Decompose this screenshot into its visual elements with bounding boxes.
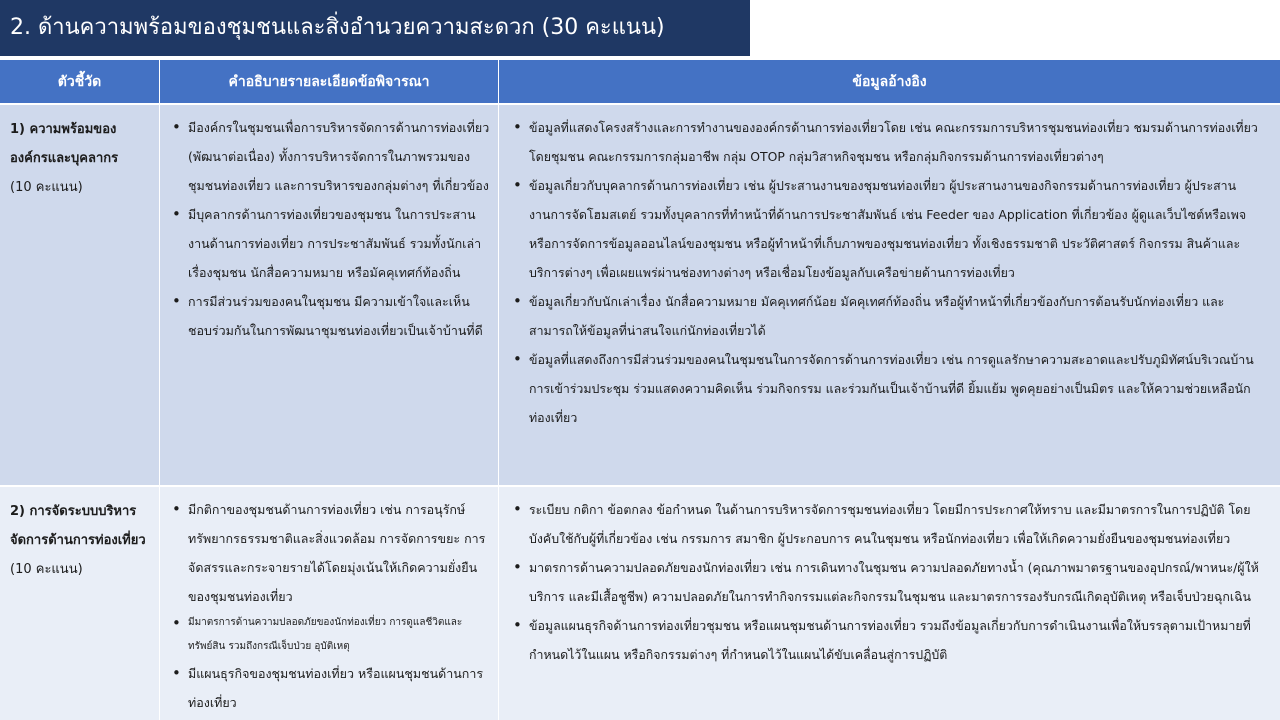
description-list — [160, 105, 498, 345]
list-item: • มีองค์กรในชุมชนเพื่อการบริหารจัดการด้านการท่องเที่ยว (พัฒนาต่อเนื่อง) ทั้งการบริหารจัดการในภาพรวมของชุมชนท่องเที่ยว และการบริหารของกลุ่มต่างๆ ที่เกี่ยวข้อง — [188, 113, 490, 200]
list-item: • ระเบียบ กติกา ข้อตกลง ข้อกำหนด ในด้านการบริหารจัดการชุมชนท่องเที่ยว โดยมีการประกาศให้ทราบ และมีมาตรการในการปฏิบัติ โดยบังคับใช้กับผู้ที่เกี่ยวข้อง เช่น กรรมการ สมาชิก ผู้ประกอบการ คนในชุมชน หรือนักท่องเที่ยว เพื่อให้เกิดความยั่งยืนของชุมชนท่องเที่ยว — [529, 495, 1268, 553]
indicator-points: (10 คะแนน) — [10, 180, 83, 195]
reference-cell — [499, 487, 1280, 720]
indicator-points: (10 คะแนน) — [10, 562, 83, 577]
indicator-cell — [0, 105, 160, 485]
reference-list — [499, 487, 1280, 669]
list-item: • ข้อมูลที่แสดงถึงการมีส่วนร่วมของคนในชุมชนในการจัดการด้านการท่องเที่ยว เช่น การดูแลรักษาความสะอาดและปรับภูมิทัศน์บริเวณบ้านการเข้าร่วมประชุม ร่วมแสดงความคิดเห็น ร่วมกิจกรรม และร่วมกันเป็นเจ้าบ้านที่ดี ยิ้มแย้ม พูดคุยอย่างเป็นมิตร และให้ความช่วยเหลือนักท่องเที่ยว — [529, 345, 1268, 432]
table-row — [0, 487, 1280, 720]
reference-cell — [499, 105, 1280, 485]
indicator-cell — [0, 487, 160, 720]
list-item: • มีแผนธุรกิจของชุมชนท่องเที่ยว หรือแผนชุมชนด้านการท่องเที่ยว — [188, 659, 490, 717]
indicator-label: 2) การจัดระบบบริหารจัดการด้านการท่องเที่ยว — [10, 504, 146, 548]
description-list — [160, 487, 498, 717]
list-item: • มีกติกาของชุมชนด้านการท่องเที่ยว เช่น การอนุรักษ์ทรัพยากรธรรมชาติและสิ่งแวดล้อม การจัดการขยะ การจัดสรรและกระจายรายได้โดยมุ่งเน้นให้เกิดความยั่งยืนของชุมชนท่องเที่ยว — [188, 495, 490, 611]
list-item: • การมีส่วนร่วมของคนในชุมชน มีความเข้าใจและเห็นชอบร่วมกันในการพัฒนาชุมชนท่องเที่ยวเป็นเจ้าบ้านที่ดี — [188, 287, 490, 345]
column-header-description: คำอธิบายรายละเอียดข้อพิจารณา — [160, 60, 499, 103]
list-item: • ข้อมูลที่แสดงโครงสร้างและการทำงานขององค์กรด้านการท่องเที่ยวโดย เช่น คณะกรรมการบริหารชุมชนท่องเที่ยว ชมรมด้านการท่องเที่ยวโดยชุมชน คณะกรรมการกลุ่มอาชีพ กลุ่ม OTOP กลุ่มวิสาหกิจชุมชน หรือกลุ่มกิจกรรมด้านการท่องเที่ยวต่างๆ — [529, 113, 1268, 171]
list-item: • ข้อมูลแผนธุรกิจด้านการท่องเที่ยวชุมชน หรือแผนชุมชนด้านการท่องเที่ยว รวมถึงข้อมูลเกี่ยวกับการดำเนินงานเพื่อให้บรรลุตามเป้าหมายที่กำหนดไว้ในแผน หรือกิจกรรมต่างๆ ที่กำหนดไว้ในแผนได้ขับเคลื่อนสู่การปฏิบัติ — [529, 611, 1268, 669]
list-item: • ข้อมูลเกี่ยวกับบุคลากรด้านการท่องเที่ยว เช่น ผู้ประสานงานของชุมชนท่องเที่ยว ผู้ประสานงานของกิจกรรมด้านการท่องเที่ยว ผู้ประสานงานการจัดโฮมสเตย์ รวมทั้งบุคลากรที่ทำหน้าที่ด้านการประชาสัมพันธ์ เช่น Feeder ของ Application ที่เกี่ยวข้อง ผู้ดูแลเว็บไซต์หรือเพจ หรือการจัดการข้อมูลออนไลน์ของชุมชน หรือผู้ทำหน้าที่เก็บภาพของชุมชนท่องเที่ยว ทั้งเชิงธรรมชาติ ประวัติศาสตร์ กิจกรรม สินค้าและบริการต่างๆ เพื่อเผยแพร่ผ่านช่องทางต่างๆ หรือเชื่อมโยงข้อมูลกับเครือข่ายด้านการท่องเที่ยว — [529, 171, 1268, 287]
list-item: • มาตรการด้านความปลอดภัยของนักท่องเที่ยว เช่น การเดินทางในชุมชน ความปลอดภัยทางน้ำ (คุณภาพมาตรฐานของอุปกรณ์/พาหนะ/ผู้ให้บริการ และมีเสื้อชูชีพ) ความปลอดภัยในการทำกิจกรรมแต่ละกิจกรรมในชุมชน และมาตรการรองรับกรณีเกิดอุบัติเหตุ หรือเจ็บป่วยฉุกเฉิน — [529, 553, 1268, 611]
list-item: • มีมาตรการด้านความปลอดภัยของนักท่องเที่ยว การดูแลชีวิตและทรัพย์สิน รวมถึงกรณีเจ็บป่วย อุบัติเหตุ — [188, 611, 490, 659]
list-item: • ข้อมูลเกี่ยวกับนักเล่าเรื่อง นักสื่อความหมาย มัคคุเทศก์น้อย มัคคุเทศก์ท้องถิ่น หรือผู้ทำหน้าที่เกี่ยวข้องกับการต้อนรับนักท่องเที่ยว และสามารถให้ข้อมูลที่น่าสนใจแก่นักท่องเที่ยวได้ — [529, 287, 1268, 345]
indicator-label: 1) ความพร้อมขององค์กรและบุคลากร — [10, 122, 119, 166]
table-row — [0, 105, 1280, 485]
column-header-reference: ข้อมูลอ้างอิง — [499, 60, 1280, 103]
page-title: 2. ด้านความพร้อมของชุมชนและสิ่งอำนวยความสะดวก (30 คะแนน) — [0, 0, 750, 56]
criteria-table — [0, 60, 1280, 720]
description-cell — [160, 105, 499, 485]
column-header-indicator: ตัวชี้วัด — [0, 60, 160, 103]
description-cell — [160, 487, 499, 720]
list-item: • มีบุคลากรด้านการท่องเที่ยวของชุมชน ในการประสานงานด้านการท่องเที่ยว การประชาสัมพันธ์ รวมทั้งนักเล่าเรื่องชุมชน นักสื่อความหมาย หรือมัคคุเทศก์ท้องถิ่น — [188, 200, 490, 287]
reference-list — [499, 105, 1280, 432]
